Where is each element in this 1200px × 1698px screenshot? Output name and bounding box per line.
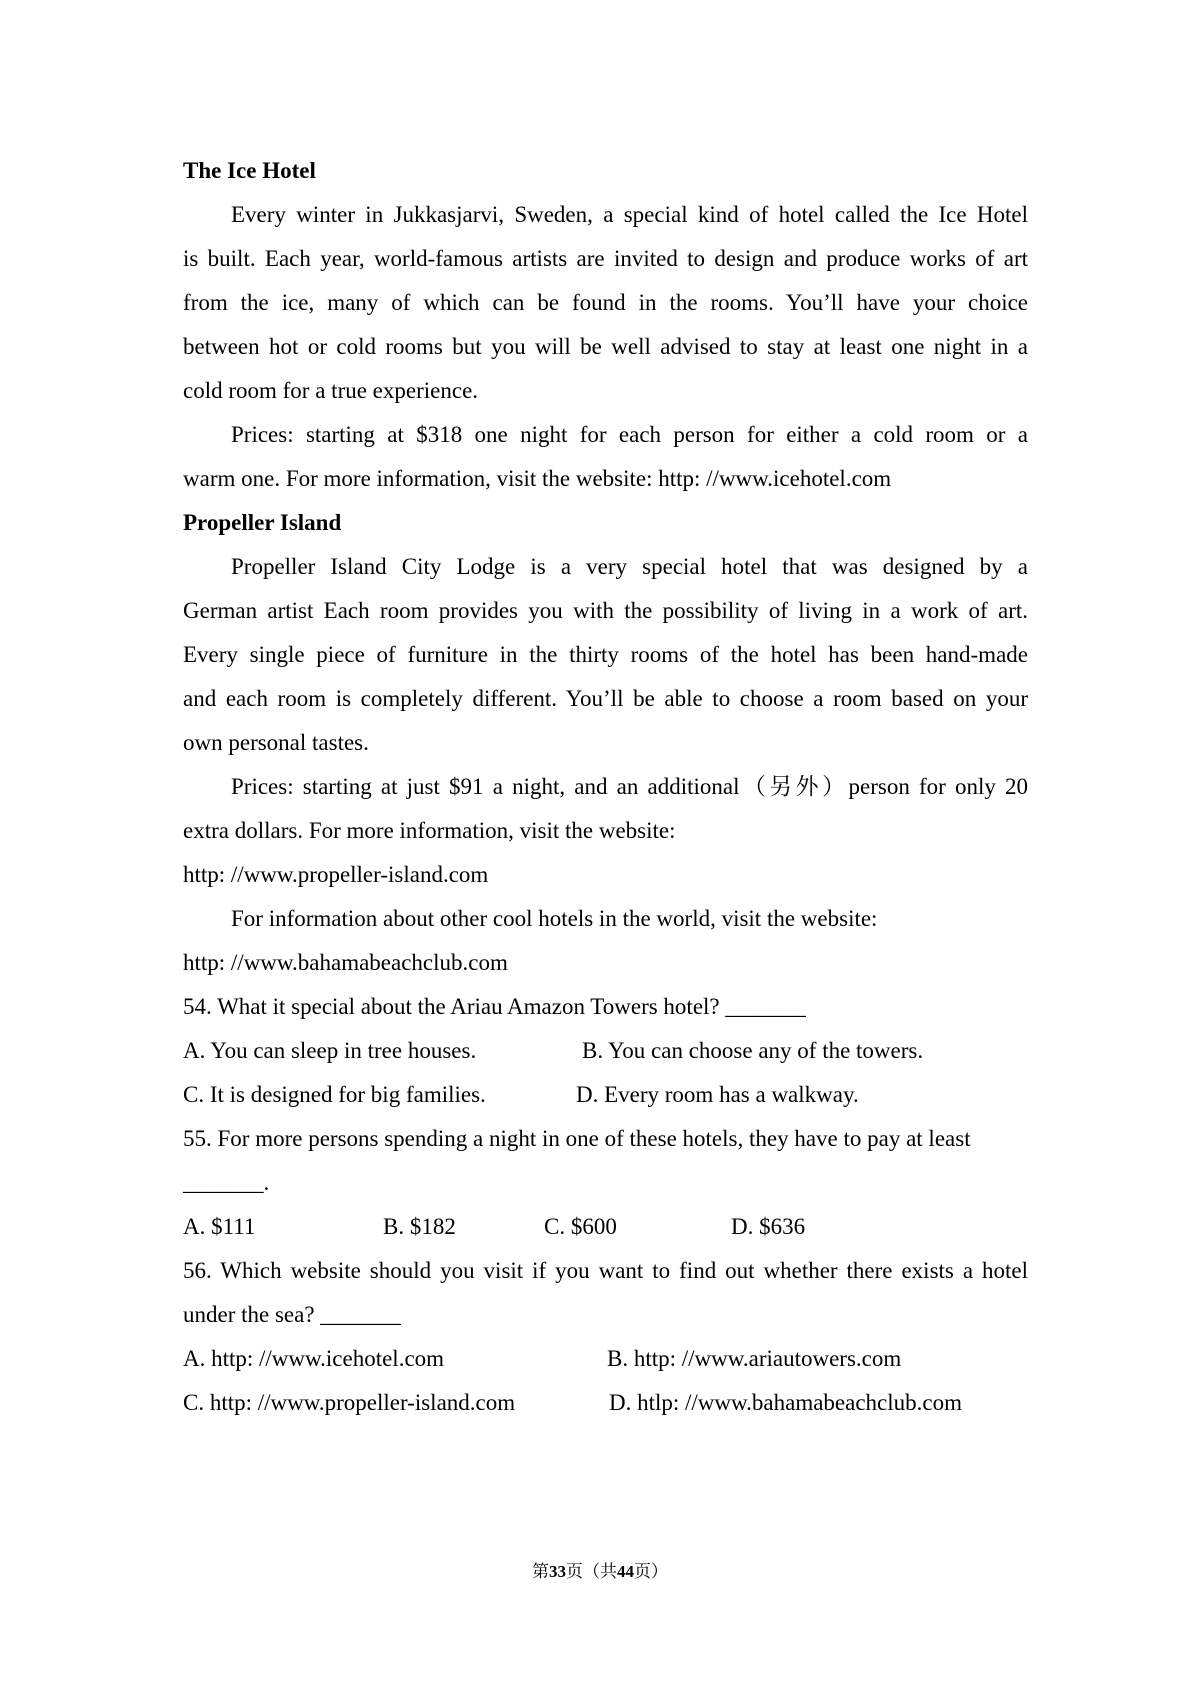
question-55-option-d: D. $636 [731, 1214, 806, 1239]
paragraph-line: For information about other cool hotels in the world, visit the website: [231, 906, 878, 931]
paragraph-line: Every single piece of furniture in the thirty rooms of the hotel has been hand-made [183, 642, 1028, 667]
question-55-stem: 55. For more persons spending a night in one of these hotels, they have to pay at least [183, 1126, 971, 1151]
paragraph-line: Prices: starting at $318 one night for each person for either a cold room or a [231, 422, 1028, 447]
question-54-option-d: D. Every room has a walkway. [576, 1082, 859, 1107]
question-54-stem: 54. What it special about the Ariau Amazon Towers hotel? _______ [183, 994, 806, 1019]
footer-prefix: 第 [532, 1562, 549, 1581]
paragraph-line: between hot or cold rooms but you will be well advised to stay at least one night in a [183, 334, 1028, 359]
question-55-blank: _______. [183, 1170, 270, 1195]
paragraph-line: extra dollars. For more information, visit the website: [183, 818, 676, 843]
question-54-option-a: A. You can sleep in tree houses. [183, 1038, 477, 1063]
question-56-option-a: A. http: //www.icehotel.com [183, 1346, 445, 1371]
footer-suffix: 页） [634, 1562, 668, 1581]
question-56-stem-continued: under the sea? _______ [183, 1302, 401, 1327]
question-55-option-b: B. $182 [383, 1214, 456, 1239]
paragraph-line: http: //www.bahamabeachclub.com [183, 950, 508, 975]
paragraph-line: http: //www.propeller-island.com [183, 862, 489, 887]
footer-middle: 页（共 [566, 1562, 617, 1581]
paragraph-line: warm one. For more information, visit the website: http: //www.icehotel.com [183, 466, 892, 491]
paragraph-line: Every winter in Jukkasjarvi, Sweden, a special kind of hotel called the Ice Hotel [231, 202, 1028, 227]
paragraph-line: and each room is completely different. You’ll be able to choose a room based on your [183, 686, 1028, 711]
question-55-option-a: A. $111 [183, 1214, 256, 1239]
question-55-option-c: C. $600 [544, 1214, 617, 1239]
paragraph-line: own personal tastes. [183, 730, 369, 755]
paragraph-line: German artist Each room provides you with the possibility of living in a work of art. [183, 598, 1028, 623]
footer-page-number: 33 [549, 1562, 566, 1581]
question-54-option-b: B. You can choose any of the towers. [582, 1038, 924, 1063]
paragraph-line: Prices: starting at just $91 a night, and an additional（另外）person for only 20 [231, 774, 1028, 799]
question-56-option-b: B. http: //www.ariautowers.com [607, 1346, 902, 1371]
page-footer [0, 1560, 1200, 1584]
question-54-option-c: C. It is designed for big families. [183, 1082, 486, 1107]
section-heading-ice-hotel: The Ice Hotel [183, 158, 316, 183]
paragraph-line: from the ice, many of which can be found in the rooms. You’ll have your choice [183, 290, 1028, 315]
question-56-stem: 56. Which website should you visit if you want to find out whether there exists a hotel [183, 1258, 1028, 1283]
paragraph-line: is built. Each year, world-famous artists are invited to design and produce works of art [183, 246, 1028, 271]
question-56-option-c: C. http: //www.propeller-island.com [183, 1390, 516, 1415]
footer-total-pages: 44 [617, 1562, 634, 1581]
question-56-option-d: D. htlp: //www.bahamabeachclub.com [609, 1390, 962, 1415]
section-heading-propeller-island: Propeller Island [183, 510, 342, 535]
paragraph-line: Propeller Island City Lodge is a very special hotel that was designed by a [231, 554, 1028, 579]
paragraph-line: cold room for a true experience. [183, 378, 479, 403]
